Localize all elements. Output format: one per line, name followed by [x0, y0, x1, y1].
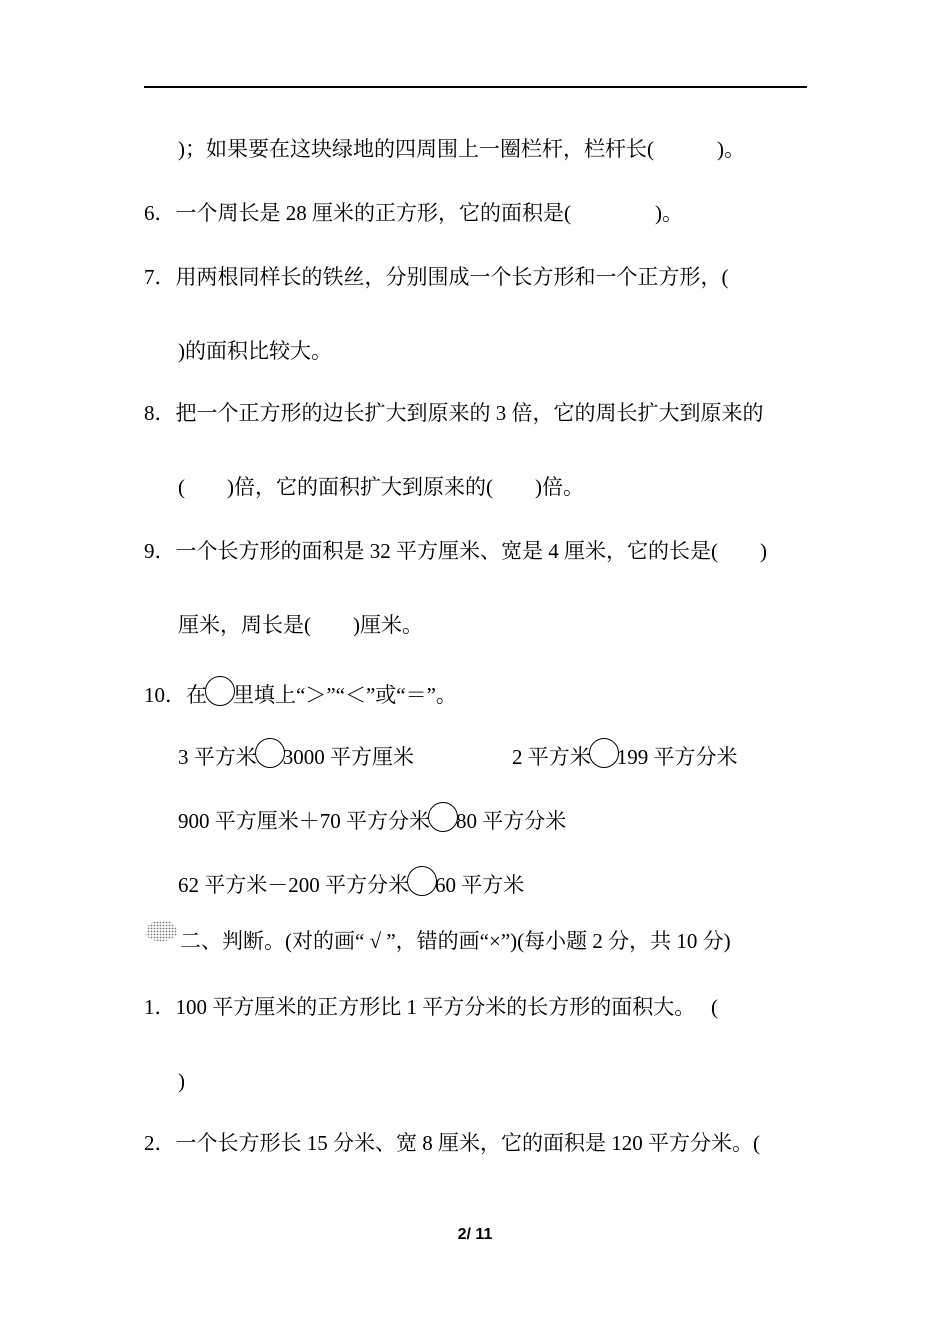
- question-8-line-2: ( )倍，它的面积扩大到原来的( )倍。: [178, 475, 584, 499]
- question-7-line-1: 7．用两根同样长的铁丝，分别围成一个长方形和一个正方形，(: [144, 265, 729, 289]
- comparison-3: [178, 802, 566, 834]
- question-5-continuation: )；如果要在这块绿地的四周围上一圈栏杆，栏杆长( )。: [178, 137, 745, 161]
- comparison-3-left: 900 平方厘米＋70 平方分米: [178, 809, 430, 833]
- question-7-line-2: )的面积比较大。: [178, 339, 332, 363]
- q10-prefix: 10．在: [144, 683, 207, 707]
- judgment-1-line-2: ): [178, 1069, 185, 1093]
- comparison-4-circle-icon[interactable]: [407, 866, 437, 896]
- comparison-2-right: 199 平方分米: [616, 745, 738, 769]
- q10-suffix: 里填上“＞”“＜”或“＝”。: [233, 683, 457, 707]
- header-rule: [144, 86, 807, 88]
- answer-circle-icon: [205, 676, 235, 706]
- question-9-line-1: 9．一个长方形的面积是 32 平方厘米、宽是 4 厘米，它的长是( ): [144, 539, 767, 563]
- question-6: 6．一个周长是 28 厘米的正方形，它的面积是( )。: [144, 201, 683, 225]
- question-8-line-1: 8．把一个正方形的边长扩大到原来的 3 倍，它的周长扩大到原来的: [144, 401, 764, 425]
- section-decoration-icon: [144, 918, 180, 944]
- comparison-3-circle-icon[interactable]: [428, 802, 458, 832]
- question-10-instruction: [144, 676, 457, 708]
- comparison-3-right: 80 平方分米: [456, 809, 567, 833]
- comparison-2-left: 2 平方米: [512, 745, 591, 769]
- comparison-1-left: 3 平方米: [178, 745, 257, 769]
- judgment-2-line-1: 2．一个长方形长 15 分米、宽 8 厘米，它的面积是 120 平方分米。(: [144, 1131, 760, 1155]
- section-2-heading: 二、判断。(对的画“ √ ”，错的画“×”)(每小题 2 分，共 10 分): [180, 929, 731, 953]
- comparison-1-circle-icon[interactable]: [255, 738, 285, 768]
- comparison-2: [512, 738, 738, 770]
- comparison-4: [178, 866, 524, 898]
- comparison-4-left: 62 平方米－200 平方分米: [178, 873, 409, 897]
- comparison-1: [178, 738, 414, 770]
- comparison-2-circle-icon[interactable]: [589, 738, 619, 768]
- comparison-4-right: 60 平方米: [435, 873, 525, 897]
- judgment-1-line-1: 1．100 平方厘米的正方形比 1 平方分米的长方形的面积大。 (: [144, 995, 718, 1019]
- comparison-1-right: 3000 平方厘米: [282, 745, 414, 769]
- question-9-line-2: 厘米，周长是( )厘米。: [178, 613, 423, 637]
- page-number: 2/ 11: [457, 1226, 493, 1243]
